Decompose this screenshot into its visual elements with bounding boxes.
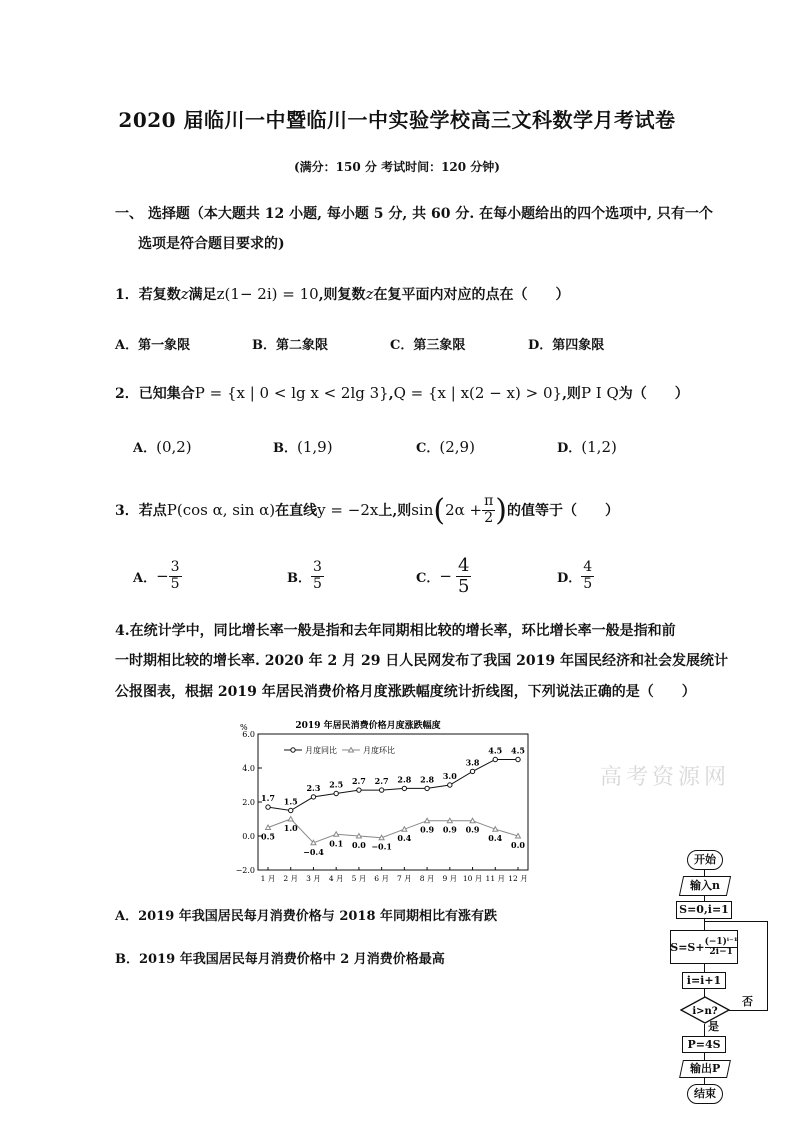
data-label-yoy: 4.5 [511, 745, 525, 756]
data-label-mom: 0.9 [465, 824, 480, 835]
legend-label-yoy: 月度同比 [305, 746, 337, 755]
q3-arg: 2α + [445, 501, 483, 519]
point-mom [288, 817, 293, 822]
data-label-mom: 0.1 [329, 838, 344, 849]
y-tick-label: 6.0 [242, 730, 255, 739]
point-mom [356, 834, 361, 839]
point-yoy [266, 805, 270, 809]
fc-update-num: (−1)ⁱ⁻¹ [704, 936, 738, 947]
q2-option-b-value: (1,9) [297, 438, 333, 456]
data-label-yoy: 2.7 [374, 776, 389, 787]
q3-option-b-num: 3 [313, 559, 322, 576]
q3-option-d-den: 5 [583, 575, 593, 592]
q1-option-d[interactable]: D．第四象限 [528, 338, 605, 353]
q1-pre: 1．若复数 [115, 287, 181, 303]
point-yoy [425, 786, 429, 790]
q3-option-b-frac [311, 560, 324, 592]
fc-init: S=0,i=1 [676, 901, 732, 919]
q3-option-c-num: 4 [457, 554, 470, 576]
data-label-yoy: 2.8 [397, 774, 412, 785]
series-line-mom [268, 819, 518, 843]
watermark: 高考资源网 [600, 765, 731, 790]
x-tick-label: 12 月 [508, 874, 528, 883]
x-tick-label: 7 月 [397, 874, 412, 883]
fc-input-label: 输入n [690, 879, 720, 892]
q3-option-d-letter: D． [557, 570, 582, 586]
question-2 [115, 383, 689, 403]
x-tick-label: 4 月 [328, 874, 344, 883]
question-1 [115, 284, 569, 304]
q3-option-b[interactable] [287, 556, 324, 596]
fc-no-line-v [767, 921, 768, 1011]
q2-set-q: Q = {x | x(2 − x) > 0} [393, 384, 563, 402]
data-label-yoy: 2.8 [420, 774, 435, 785]
data-label-yoy: 2.7 [351, 776, 366, 787]
q3-mid: 在直线 [275, 503, 318, 519]
section-heading-cont: 选项是符合题目要求的) [138, 236, 285, 252]
q3-post: 上,则 [378, 503, 412, 519]
point-mom [493, 827, 498, 832]
exam-title: 2020 届临川一中暨临川一中实验学校高三文科数学月考试卷 [118, 108, 676, 132]
data-label-mom: 0.0 [511, 840, 525, 850]
fc-no-line-top [705, 921, 768, 922]
q2-post2: 为（ ） [618, 386, 689, 402]
point-yoy [402, 786, 406, 790]
q1-option-c[interactable]: C．第三象限 [390, 338, 466, 353]
fc-output-label: 输出P [689, 1062, 721, 1075]
fc-yes-label: 是 [708, 1020, 719, 1033]
q3-option-c-den: 5 [457, 575, 470, 597]
chart-legend [284, 745, 395, 755]
x-tick-label: 2 月 [283, 874, 299, 883]
q3-option-a-frac [169, 560, 182, 592]
fc-update-frac [705, 938, 738, 957]
data-label-mom: −0.4 [303, 846, 324, 857]
q2-post: ,则 [562, 386, 581, 402]
q3-pi-over-2 [482, 494, 495, 526]
q3-option-c-letter: C． [416, 570, 440, 586]
chart-series [261, 746, 525, 857]
data-label-mom: 1.0 [283, 823, 298, 833]
point-mom [402, 827, 407, 832]
q4-line-3: 公报图表，根据 2019 年居民消费价格月度涨跌幅度统计折线图，下列说法正确的是（ ） [115, 684, 696, 700]
q2-set-p: P = {x | 0 < lg x < 2lg 3} [194, 384, 389, 402]
x-tick-label: 3 月 [306, 874, 321, 883]
point-yoy [357, 788, 361, 792]
q3-line: y = −2x [317, 501, 379, 519]
q1-mid: 满足 [188, 287, 217, 303]
q3-post2: 的值等于（ ） [507, 503, 620, 519]
q3-option-d-num: 4 [583, 559, 593, 576]
legend-marker-mom [349, 748, 354, 753]
legend-label-mom: 月度环比 [363, 746, 395, 755]
data-label-yoy: 3.8 [465, 757, 480, 768]
q2-expr: P I Q [580, 384, 619, 402]
q2-option-a-value: (0,2) [156, 438, 192, 456]
q3-rparen: ) [495, 492, 508, 528]
exam-subtitle: (满分：150 分 考试时间：120 分钟) [294, 160, 500, 174]
q3-option-a-letter: A． [133, 570, 157, 586]
q2-option-d-value: (1,2) [581, 438, 617, 456]
q1-var-2: z [365, 285, 374, 303]
x-tick-label: 5 月 [351, 874, 367, 883]
q2-option-c-letter: C． [416, 441, 440, 456]
fc-update-den: 2i−1 [709, 946, 733, 957]
q3-two: 2 [484, 509, 494, 526]
q3-sin: sin [411, 501, 434, 519]
point-yoy [311, 795, 315, 799]
q4-line-1: 4.在统计学中，同比增长率一般是指和去年同期相比较的增长率，环比增长率一般是指和前 [115, 623, 676, 639]
q3-option-b-letter: B． [287, 570, 311, 586]
fc-update [670, 930, 738, 964]
data-label-mom: 0.4 [397, 833, 412, 844]
fc-arrow-6 [704, 1024, 705, 1036]
q3-option-d[interactable] [557, 556, 594, 596]
q3-option-a[interactable] [133, 556, 182, 596]
data-label-mom: 0.9 [442, 824, 457, 835]
q1-post2: 在复平面内对应的点在（ ） [373, 287, 570, 303]
data-label-yoy: 1.5 [283, 796, 298, 807]
q3-option-a-sign: − [156, 567, 169, 585]
q2-option-c[interactable] [416, 437, 475, 456]
q3-pi: π [484, 493, 494, 510]
point-mom [516, 834, 521, 839]
q2-sep: , [388, 386, 394, 402]
data-label-mom: 0.5 [261, 831, 275, 842]
q1-option-a[interactable]: A．第一象限 [115, 338, 191, 353]
fc-cond-diamond [680, 996, 730, 1024]
fc-assign: P=4S [682, 1036, 726, 1053]
q3-option-c-frac [456, 556, 471, 597]
q3-option-a-num: 3 [170, 559, 180, 576]
q1-var: z [180, 285, 189, 303]
fc-inc: i=i+1 [682, 972, 726, 989]
q2-option-c-value: (2,9) [439, 438, 475, 456]
fc-arrow-4 [704, 964, 705, 972]
fc-cond-label: i>n? [692, 1006, 718, 1017]
q2-option-a[interactable] [133, 437, 192, 456]
data-label-yoy: 2.3 [306, 782, 321, 793]
q2-option-b[interactable] [273, 437, 333, 456]
legend-marker-yoy [291, 748, 295, 752]
q4-line-2: 一时期相比较的增长率. 2020 年 2 月 29 日人民网发布了我国 2019 年国民经济和社会发展统计 [115, 653, 729, 669]
q3-pre: 3．若点 [115, 503, 167, 519]
q3-option-d-frac [581, 560, 594, 592]
fc-update-pre: S=S+ [670, 940, 705, 954]
data-label-yoy: 3.0 [442, 771, 457, 781]
q3-option-c-sign: − [439, 567, 452, 585]
point-mom [334, 832, 339, 837]
x-tick-label: 1 月 [260, 874, 276, 883]
chart-title: 2019 年居民消费价格月度涨跌幅度 [295, 721, 441, 731]
y-tick-label: 0.0 [242, 832, 255, 841]
q1-expr: z(1− 2i) = 10 [216, 285, 319, 303]
fc-arrow-7 [704, 1053, 705, 1060]
q1-option-b[interactable]: B．第二象限 [252, 338, 328, 353]
point-yoy [516, 757, 520, 761]
q2-option-d-letter: D． [557, 441, 582, 456]
q3-point: P(cos α, sin α) [166, 501, 276, 519]
fc-end: 结束 [687, 1084, 723, 1104]
data-label-yoy: 4.5 [488, 745, 503, 756]
q2-option-a-letter: A． [133, 441, 157, 456]
data-label-yoy: 2.5 [329, 779, 344, 790]
chart-ylabel: % [240, 723, 248, 732]
q2-option-b-letter: B． [273, 441, 297, 456]
section-heading: 一、 选择题（本大题共 12 小题, 每小题 5 分, 共 60 分. 在每小题给出的四个选项中, 只有一个 [115, 206, 713, 222]
point-mom [470, 818, 475, 823]
y-tick-label: 2.0 [242, 798, 255, 807]
point-yoy [470, 769, 474, 773]
fc-start: 开始 [687, 850, 723, 870]
q2-option-d[interactable] [557, 437, 617, 456]
q3-option-c[interactable] [416, 553, 471, 599]
x-tick-label: 11 月 [485, 874, 505, 883]
fc-input [679, 876, 731, 896]
point-yoy [448, 783, 452, 787]
point-yoy [379, 788, 383, 792]
point-mom [266, 825, 271, 830]
fc-output [679, 1060, 731, 1078]
data-label-mom: 0.0 [351, 840, 366, 850]
cpi-line-chart [228, 712, 538, 890]
q3-lparen: ( [433, 492, 446, 528]
fc-no-label: 否 [742, 995, 753, 1008]
fc-no-line-h [729, 1010, 768, 1011]
q3-option-a-den: 5 [170, 575, 180, 592]
q4-option-b[interactable]: B．2019 年我国居民每月消费价格中 2 月消费价格最高 [115, 952, 445, 967]
data-label-mom: 0.9 [420, 824, 435, 835]
x-tick-label: 8 月 [419, 874, 435, 883]
x-tick-label: 9 月 [442, 874, 458, 883]
data-label-mom: −0.1 [371, 841, 392, 852]
x-tick-label: 6 月 [374, 874, 389, 883]
point-mom [379, 835, 384, 840]
y-tick-label: −2.0 [235, 866, 255, 875]
q2-pre: 2．已知集合 [115, 386, 195, 402]
y-tick-label: 4.0 [242, 764, 255, 773]
data-label-mom: 0.4 [488, 833, 503, 844]
question-3 [115, 490, 619, 530]
point-mom [425, 818, 430, 823]
point-yoy [493, 757, 497, 761]
point-mom [447, 818, 452, 823]
point-yoy [289, 808, 293, 812]
data-label-yoy: 1.7 [261, 793, 275, 804]
x-tick-label: 10 月 [462, 874, 483, 883]
q3-option-b-den: 5 [313, 575, 322, 592]
q1-post: ,则复数 [318, 287, 366, 303]
q4-option-a[interactable]: A．2019 年我国居民每月消费价格与 2018 年同期相比有涨有跌 [115, 909, 498, 924]
point-yoy [334, 791, 338, 795]
